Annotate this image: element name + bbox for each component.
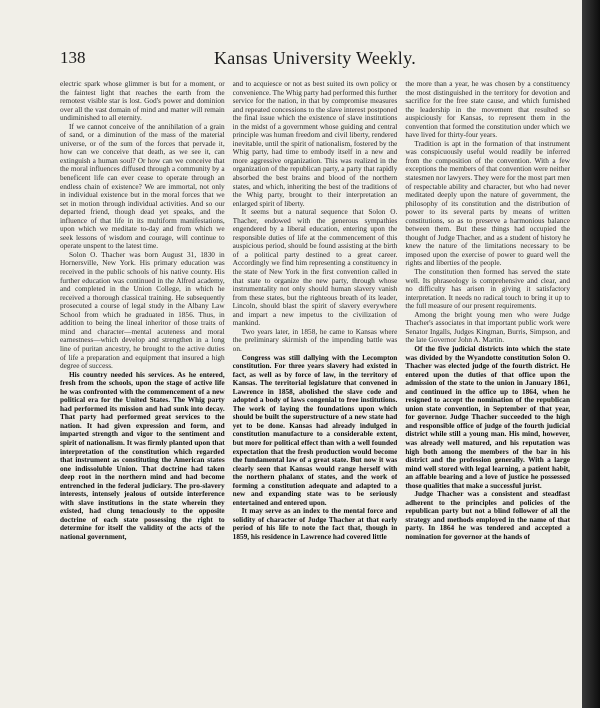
paragraph: It may serve as an index to the mental force and solidity of character of Judge Thacher at that early period of his life to note the fact that, though in 1859, his residence in Lawrence had covered little: [232, 506, 398, 541]
paragraph: Two years later, in 1858, he came to Kansas where the preliminary skirmish of the impending battle was on.: [232, 326, 398, 353]
paragraph: and to acquiesce or not as best suited its own policy or convenience. The Whig party had performed this further service for the nation, in that by compromise measures and repeated concessions to the slave interest postponed the final issue which the existence of slave institutions in the midst of a government whose guiding and central principle was human freedom and civil liberty, rendered inevitable, until the spirit of nationalism, fostered by the Whig party, had time to embody itself in a new and more aggressive organization. This was realized in the organization of the republican party, a party that rapidly absorbed the best brains and blood of the northern states, and which, inheriting the best of the traditions of the Whig party, brought to their interpretation an enlarged spirit of liberty.: [232, 80, 398, 208]
article-columns: [60, 80, 570, 695]
paragraph: the more than a year, he was chosen by a constituency the most distinguished in the territory for devotion and sacrifice for the free state cause, and which furnished the leadership in the movement that resulted so auspiciously for Kansas, to represent them in the convention that formed the constitution under which we have lived for thirty-four years.: [405, 80, 571, 140]
paragraph: Congress was still dallying with the Lecompton constitution. For three years slavery had existed in fact, as well as by force of law, in the territory of Kansas. The territorial legislature that convened in Lawrence in 1858, abolished the slave code and adopted a body of laws congenial to free institutions. The work of laying the foundations upon which should be built the superstructure of a new state had yet to be done. Kansas had already indulged in constitution manufacture to a considerable extent, but more for political effect than with a well founded expectation that the fresh production would become the fundamental law of a great state. But now it was clearly seen that Kansas would range herself with the northern phalanx of states, and the work of forming a constitution adequate and adapted to a new and expanding state was to be seriously entertained and entered upon.: [232, 352, 398, 507]
paragraph: Judge Thacher was a consistent and steadfast adherent to the principles and policies of the republican party but not a blind follower of all the strategy and methods employed in the name of that party. In 1864 he was tendered and accepted a nomination for governor at the hands of: [405, 489, 571, 541]
paragraph: electric spark whose glimmer is but for a moment, or the faintest light that reaches the earth from the remotest visible star is lost. God's power and dominion over all the vast domain of mind and matter will remain undiminished to all eternity.: [60, 80, 225, 123]
text-column-2: [233, 80, 398, 695]
paragraph: Tradition is apt in the formation of that instrument was conspicuously useful would readily be inferred from the composition of the convention. With a few exceptions the members of that convention were neither statesmen nor lawyers. They were for the most part men of respectable ability and character, but who had never meditated deeply upon the nature of government, the philosophy of its constitution and the distribution of power to its several parts by means of written constitutions, so as to preserve a harmonious balance between them. But these things had occupied the thought of Judge Thacher, and as a student of history he knew the nature of the limitations necessary to be imposed upon the exercise of power to guard well the rights and liberties of the people.: [405, 138, 571, 268]
text-column-3: [405, 80, 570, 695]
paragraph: The constitution then formed has served the state well. Its phraseology is comprehensive and clear, and no difficulty has arisen in giving it satisfactory interpretation. It needs no radical touch to bring it up to the full measure of our present requirements.: [405, 267, 571, 311]
text-column-1: [60, 80, 225, 695]
journal-title: Kansas University Weekly.: [213, 48, 416, 68]
paragraph: Among the bright young men who were Judge Thacher's associates in that important public work were Senator Ingalls, Judges Kingman, Burris, Simpson, and the late Governor John A. Martin.: [405, 309, 571, 345]
paragraph: If we cannot conceive of the annihilation of a grain of sand, or a diminution of the mass of the material universe, or of the sum of the forces that pervade it, how can we conceive that death, as we see it, can extinguish a human soul? Or how can we conceive that the moral influences diffused through a community by a beneficent life can ever cease to operate through an endless chain of existence? We are immortal, not only in individual existence but in the moral forces that we set in motion through individual activities. And so our departed friend, though dead yet speaks, and the influence of that life in its multiform manifestations, upon which we meditate to-day and from which we seek lessons of wisdom and courage, will continue to operate unspent to the latest time.: [60, 121, 225, 251]
page-header: [60, 48, 570, 70]
paragraph: Solon O. Thacher was born August 31, 1830 in Hornersville, New York. His primary education was received in the public schools of his native county. His further education was continued in the Alfred academy, and completed in the Union College, in which he received a thorough classical training. He subsequently prosecuted a course of legal study in the Albany Law School from which he graduated in 1856. Thus, in addition to being the lineal inheritor of those traits of mind and character—mental acuteness and moral earnestness—which develop and strengthen in a long line of puritan ancestry, he brought to the active duties of life a preparation and equipment that insured a high degree of success.: [60, 249, 225, 371]
paragraph: It seems but a natural sequence that Solon O. Thacher, endowed with the generous sympathies engendered by a liberal education, entering upon the responsible duties of life at the commencement of this auspicious period, should be found assisting at the birth of a political party destined to a great career. Accordingly we find him representing a constituency in the state of New York in the first convention called in that state to organize the new party, through whose instrumentality not only should human slavery vanish from these states, but the righteous breath of its leader, Lincoln, should blast the spirit of slavery everywhere and impart a new impetus to the civilization of mankind.: [232, 207, 398, 328]
paragraph: His country needed his services. As he entered, fresh from the schools, upon the stage of active life he was confronted with the commencement of a new political era for the United States. The Whig party had performed its mission and had sunk into decay. That party had performed great services to the nation. It had given expression and form, and imparted strength and vigor to the sentiment and spirit of nationalism. It was firmly planted upon that interpretation of the constitution which regarded that instrument as constituting the American states one indissoluble Union. That doctrine had taken deep root in the northern mind and had become entrenched in the federal judiciary. The pro-slavery interests, intensely jealous of outside interference with slave institutions in the state wherein they existed, had clung tenaciously to the opposite doctrine of each state possessing the right to determine for itself the validity of the acts of the national government,: [60, 369, 225, 541]
binding-gutter: [582, 0, 600, 708]
paragraph: Of the five judicial districts into which the state was divided by the Wyandotte constitution Solon O. Thacher was elected judge of the fourth district. He entered upon the duties of that office upon the admission of the state to the union in January 1861, and continued in the office up to 1864, when he resigned to accept the nomination of the republican union state convention, in September of that year, for governor. Judge Thacher succeeded to the high and responsible office of judge of the fourth judicial district while still a young man. His mind, however, was already well matured, and his reputation was high both among the members of the bar in his district and the profession generally. With a large mind well stored with legal learning, a patient habit, an affable bearing and a love of justice he possessed those qualities that make a successful jurist.: [405, 343, 571, 490]
page-number: 138: [60, 48, 86, 67]
